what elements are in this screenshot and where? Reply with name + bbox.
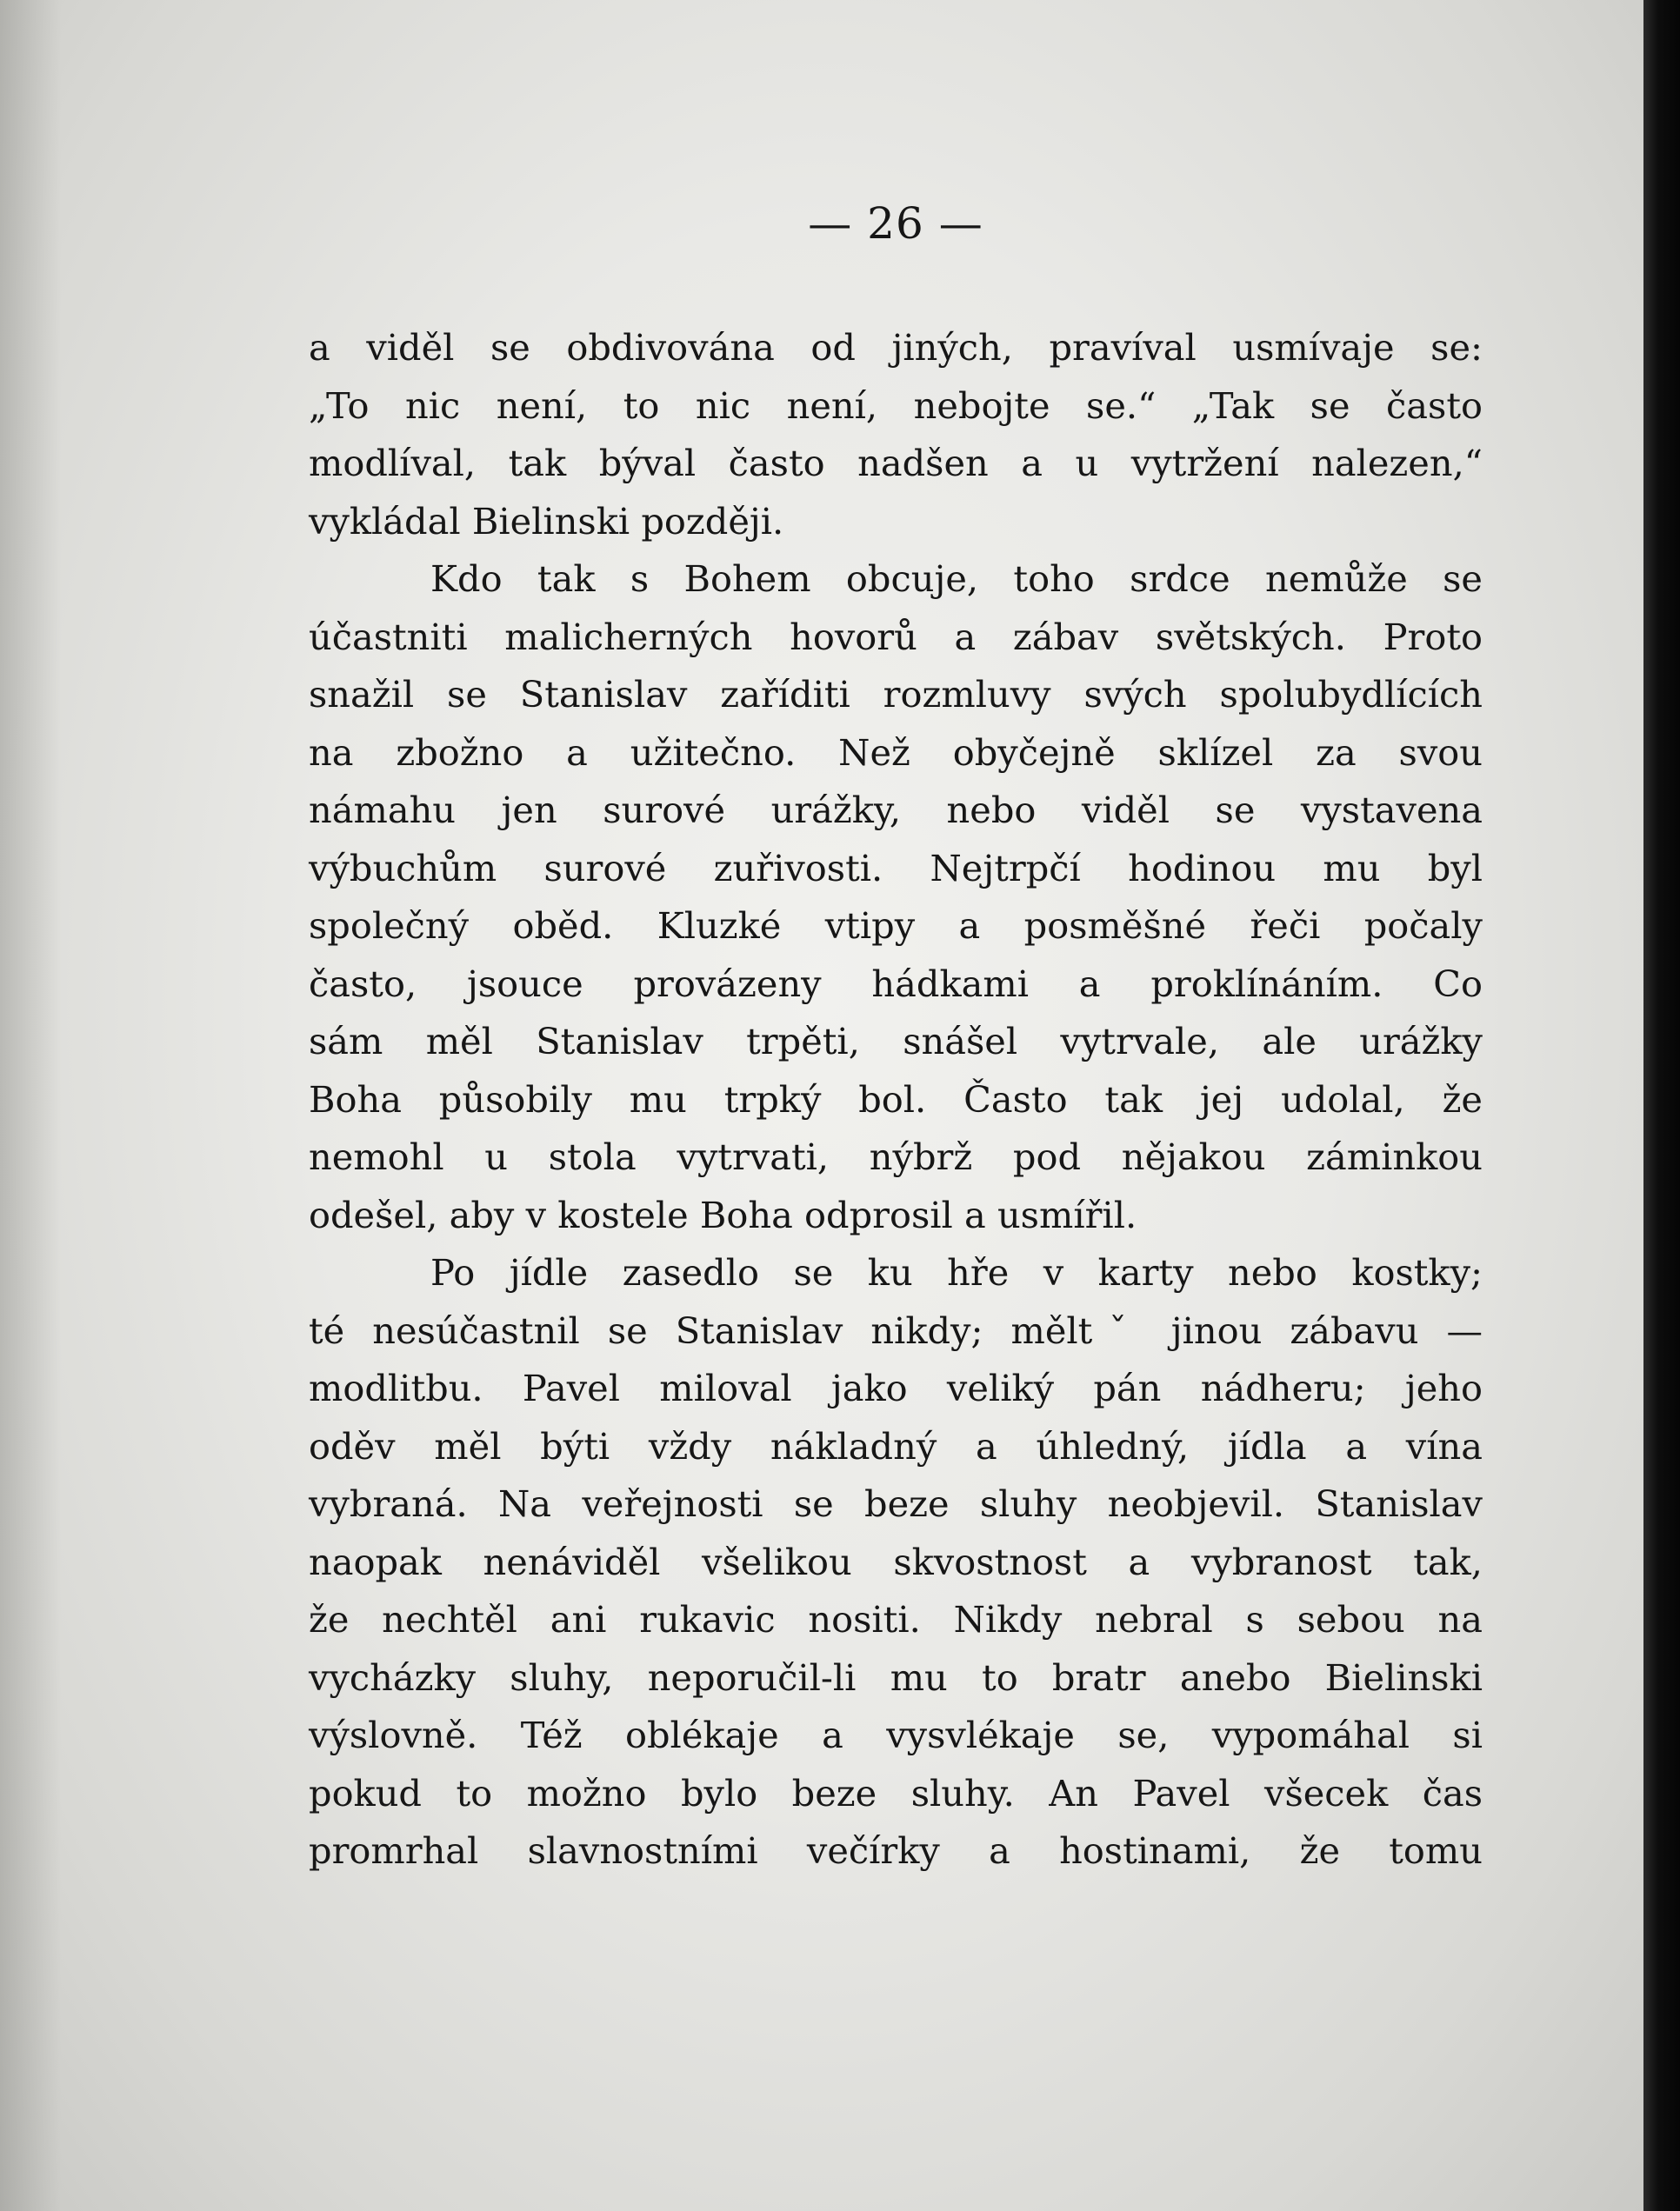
text-line: že nechtěl ani rukavic nositi. Nikdy nebral s sebou na (309, 1598, 1483, 1641)
text-line: Boha působily mu trpký bol. Často tak jej udolal, že (309, 1077, 1483, 1121)
text-line: vycházky sluhy, neporučil-li mu to bratr anebo Bielinski (309, 1655, 1483, 1699)
page-number: — 26 — (808, 198, 983, 249)
binding-shadow (0, 0, 61, 2211)
text-line: snažil se Stanislav zaříditi rozmluvy svých spolubydlících (309, 673, 1483, 716)
text-line: účastniti malicherných hovorů a zábav světských. Proto (309, 615, 1483, 658)
text-line: naopak nenáviděl všelikou skvostnost a vybranost tak, (309, 1540, 1483, 1583)
text-line: Po jídle zasedlo se ku hře v karty nebo kostky; (430, 1251, 1483, 1294)
text-line: vybraná. Na veřejnosti se beze sluhy neobjevil. Stanislav (309, 1482, 1483, 1525)
text-line: pokud to možno bylo beze sluhy. An Pavel všecek čas (309, 1771, 1483, 1815)
text-line: modlitbu. Pavel miloval jako veliký pán nádheru; jeho (309, 1367, 1483, 1409)
text-line: sám měl Stanislav trpěti, snášel vytrvale, ale urážky (309, 1020, 1483, 1062)
text-line: výbuchům surové zuřivosti. Nejtrpčí hodinou mu byl (309, 846, 1483, 889)
text-line: nemohl u stola vytrvati, nýbrž pod nějakou záminkou (309, 1135, 1483, 1178)
text-line: Kdo tak s Bohem obcuje, toho srdce nemůže se (430, 557, 1483, 600)
text-line: „To nic není, to nic není, nebojte se.“ „Tak se často (309, 383, 1483, 427)
text-line: vykládal Bielinski později. (309, 499, 784, 543)
scan-border (1643, 0, 1680, 2211)
text-line: často, jsouce provázeny hádkami a proklínáním. Co (309, 962, 1483, 1005)
text-line: na zbožno a užitečno. Než obyčejně sklízel za svou (309, 730, 1483, 774)
text-line: námahu jen surové urážky, nebo viděl se vystavena (309, 789, 1483, 831)
text-line: modlíval, tak býval často nadšen a u vytržení nalezen,“ (309, 442, 1483, 484)
text-line: výslovně. Též oblékaje a vysvlékaje se, vypomáhal si (309, 1714, 1483, 1756)
text-line: oděv měl býti vždy nákladný a úhledný, jídla a vína (309, 1424, 1483, 1468)
body-text (309, 319, 1483, 1881)
text-line: odešel, aby v kostele Boha odprosil a usmířil. (309, 1193, 1137, 1236)
text-line: společný oběd. Kluzké vtipy a posměšné řeči počaly (309, 904, 1483, 947)
text-line: té nesúčastnil se Stanislav nikdy; měltˇ jinou zábavu — (309, 1309, 1483, 1352)
text-line: promrhal slavnostními večírky a hostinami, že tomu (309, 1829, 1483, 1872)
text-line: a viděl se obdivována od jiných, pravíval usmívaje se: (309, 326, 1483, 369)
